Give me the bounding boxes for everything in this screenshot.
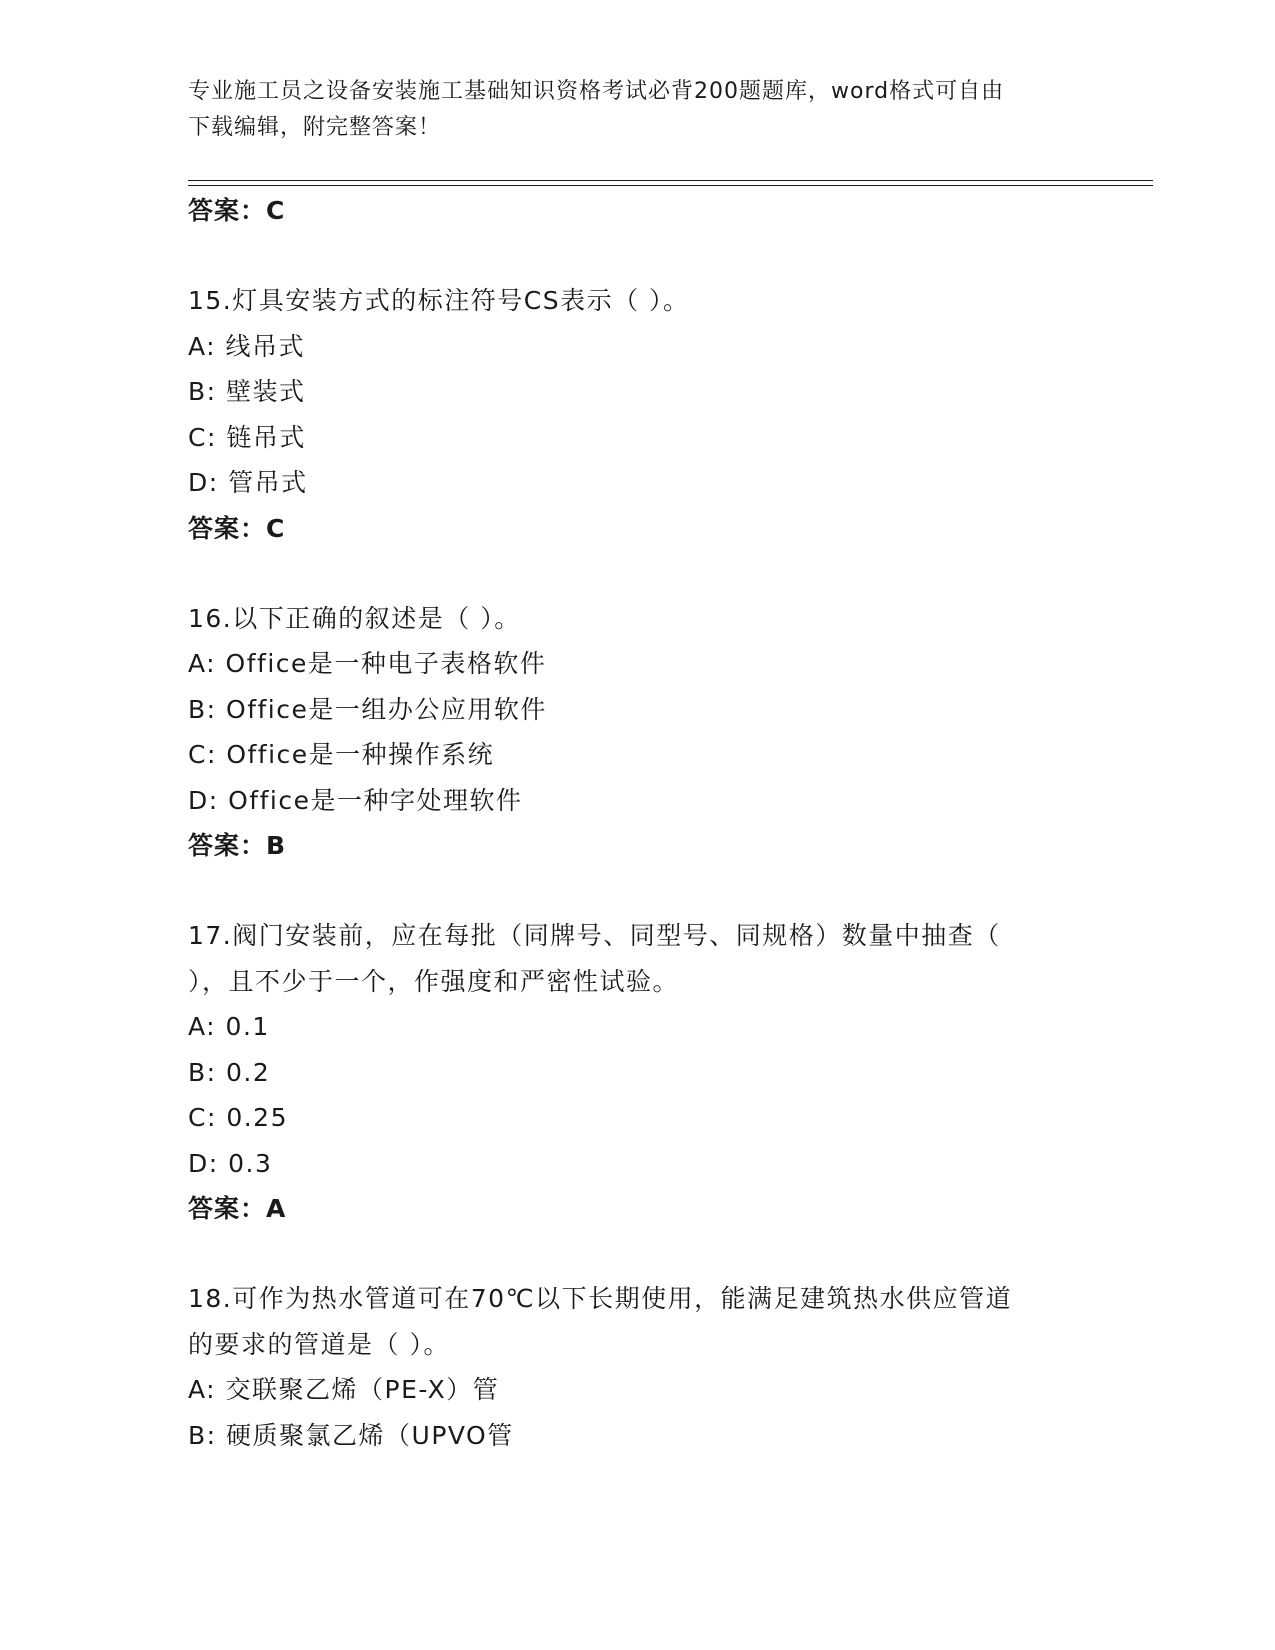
question-16-option-a: A: Office是一种电子表格软件: [188, 649, 547, 678]
question-16-option-c: C: Office是一种操作系统: [188, 740, 495, 769]
question-18-stem-line-2: 的要求的管道是（ ）。: [188, 1329, 450, 1359]
question-17-answer: 答案：A: [188, 1194, 287, 1223]
question-15-stem: 15.灯具安装方式的标注符号CS表示（ ）。: [188, 286, 690, 315]
question-15-option-b: B: 壁装式: [188, 377, 306, 406]
question-17-stem-line-1: 17.阀门安装前，应在每批（同牌号、同型号、同规格）数量中抽查（: [188, 921, 1001, 950]
header-line-1: 专业施工员之设备安装施工基础知识资格考试必背200题题库，word格式可自由: [188, 79, 1005, 104]
question-17-option-a: A: 0.1: [188, 1012, 270, 1041]
question-17-option-c: C: 0.25: [188, 1103, 288, 1132]
question-17-option-d: D: 0.3: [188, 1148, 273, 1178]
spacer: [188, 1232, 1088, 1276]
document-header: [188, 74, 1088, 146]
spacer: [188, 552, 1088, 596]
question-15-option-a: A: 线吊式: [188, 331, 306, 361]
question-16-option-d: D: Office是一种字处理软件: [188, 785, 523, 815]
spacer: [188, 869, 1088, 913]
question-15-option-d: D: 管吊式: [188, 468, 308, 497]
header-rule-top: [188, 180, 1153, 181]
header-rule-bottom: [188, 185, 1153, 186]
question-16-answer: 答案：B: [188, 831, 287, 860]
answer-previous: 答案：C: [188, 196, 286, 225]
question-16-option-b: B: Office是一组办公应用软件: [188, 694, 547, 724]
spacer: [188, 234, 1088, 278]
question-18-option-b: B: 硬质聚氯乙烯（UPVO管: [188, 1420, 514, 1450]
question-16-stem: 16.以下正确的叙述是（ ）。: [188, 603, 521, 633]
question-18-stem-line-1: 18.可作为热水管道可在70℃以下长期使用，能满足建筑热水供应管道: [188, 1284, 1013, 1313]
header-line-2: 下载编辑，附完整答案！: [188, 115, 442, 140]
question-18-option-a: A: 交联聚乙烯（PE-X）管: [188, 1375, 500, 1404]
question-15-answer: 答案：C: [188, 513, 286, 543]
question-17-stem-line-2: ），且不少于一个，作强度和严密性试验。: [188, 966, 680, 996]
question-15-option-c: C: 链吊式: [188, 422, 306, 452]
question-list: [188, 188, 1088, 1458]
question-17-option-b: B: 0.2: [188, 1057, 271, 1087]
